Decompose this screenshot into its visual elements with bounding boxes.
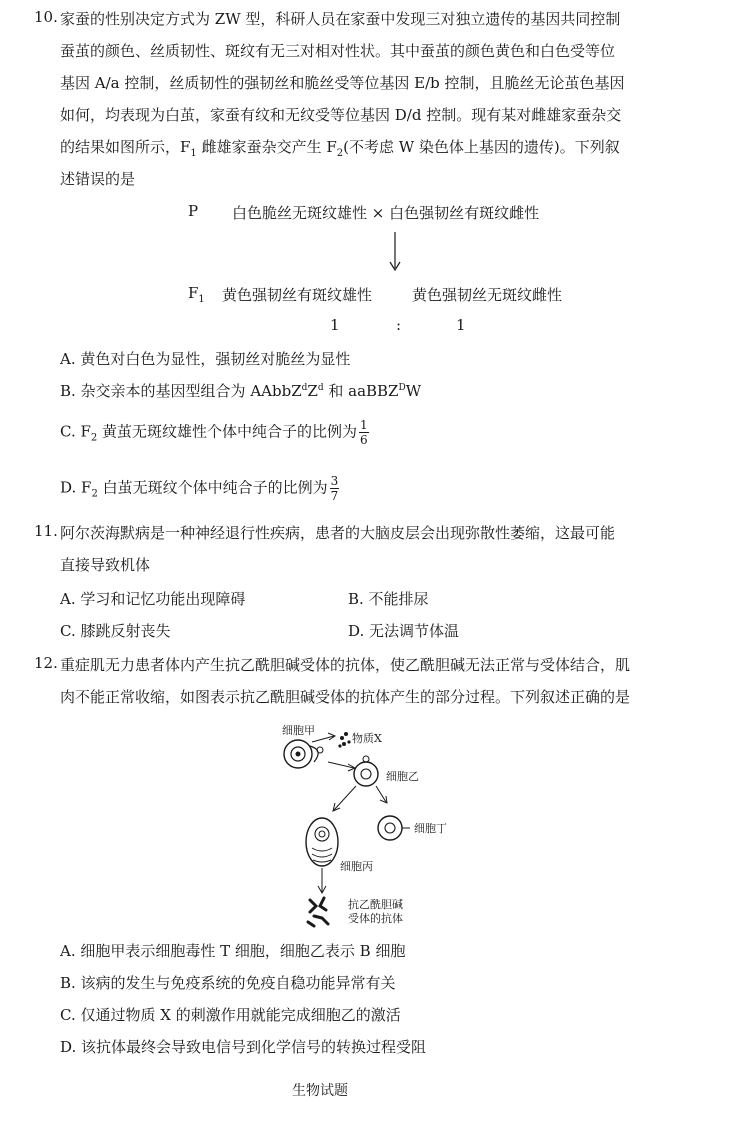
q11-line-2: 直接导致机体 xyxy=(60,556,151,574)
q10-option-c: C. $F_2$ 黄茧无斑纹雄性个体中纯合子的比例为 $\frac{1}{6}$ xyxy=(60,418,368,447)
fraction-c: $\frac{1}{6}$ xyxy=(360,418,368,447)
q12-option-b: B. 该病的发生与免疫系统的免疫自稳功能异常有关 xyxy=(60,974,396,992)
q11-option-c: C. 膝跳反射丧失 xyxy=(60,622,171,640)
substance-x-dots xyxy=(338,732,350,748)
question-10-number: 10. xyxy=(34,8,58,26)
ratio-right: 1 xyxy=(456,316,466,334)
cell-bing-shape xyxy=(306,818,338,866)
question-12-number: 12. xyxy=(34,654,58,672)
label-substance-x: 物质X xyxy=(352,732,382,745)
cross-p-text: 白色脆丝无斑纹雄性 × 白色强韧丝有斑纹雌性 xyxy=(232,204,540,222)
q12-option-d: D. 该抗体最终会导致电信号到化学信号的转换过程受阻 xyxy=(60,1038,427,1056)
q10-line-5: 的结果如图所示，$F_1$ 雌雄家蚕杂交产生 $F_2$(不考虑 W 染色体上基因的遗传)。下列叙 xyxy=(60,138,620,159)
q10-option-b: B. 杂交亲本的基因型组合为 $AAbbZ^dZ^d$ 和 aaBBZ$^D$W xyxy=(60,382,422,400)
cross-f1-female: 黄色强韧丝无斑纹雌性 xyxy=(412,286,563,304)
q10-line-2: 蚕茧的颜色、丝质韧性、斑纹有无三对相对性状。其中蚕茧的颜色黄色和白色受等位 xyxy=(60,42,616,60)
q12-line-1: 重症肌无力患者体内产生抗乙酰胆碱受体的抗体，使乙酰胆碱无法正常与受体结合，肌 xyxy=(60,656,631,674)
label-antibody-line-2: 受体的抗体 xyxy=(348,912,403,925)
footer-text: 生物试题 xyxy=(292,1083,348,1099)
q10-option-d: D. $F_2$ 白茧无斑纹个体中纯合子的比例为 $\frac{3}{7}$ xyxy=(60,474,339,503)
label-cell-yi: 细胞乙 xyxy=(386,770,419,783)
label-antibody-line-1: 抗乙酰胆碱 xyxy=(348,898,403,911)
q12-line-2: 肉不能正常收缩，如图表示抗乙酰胆碱受体的抗体产生的部分过程。下列叙述正确的是 xyxy=(60,688,631,706)
q11-line-1: 阿尔茨海默病是一种神经退行性疾病，患者的大脑皮层会出现弥散性萎缩，这最可能 xyxy=(60,524,616,542)
cell-ding-shape xyxy=(378,816,410,840)
question-11-number: 11. xyxy=(34,522,58,540)
q10-line-4: 如何，均表现为白茧，家蚕有纹和无纹受等位基因 D/d 控制。现有某对雌雄家蚕杂交 xyxy=(60,106,622,124)
cross-f1-male: 黄色强韧丝有斑纹雄性 xyxy=(222,286,373,304)
q12-option-a: A. 细胞甲表示细胞毒性 T 细胞，细胞乙表示 B 细胞 xyxy=(60,942,406,960)
cross-p-label: P xyxy=(188,202,199,220)
antibody-shapes xyxy=(308,898,328,926)
q12-option-c: C. 仅通过物质 X 的刺激作用就能完成细胞乙的激活 xyxy=(60,1006,401,1024)
cell-jia-shape xyxy=(284,740,323,768)
q10-line-1: 家蚕的性别决定方式为 ZW 型，科研人员在家蚕中发现三对独立遗传的基因共同控制 xyxy=(60,10,621,28)
fraction-d: $\frac{3}{7}$ xyxy=(330,474,339,503)
cross-f1-label: $F_1$ xyxy=(188,284,205,305)
cell-yi-shape xyxy=(354,756,378,786)
cross-arrow xyxy=(388,232,402,274)
ratio-left: 1 xyxy=(330,316,340,334)
label-cell-jia: 细胞甲 xyxy=(282,724,315,737)
q10-option-a: A. 黄色对白色为显性，强韧丝对脆丝为显性 xyxy=(60,350,351,368)
q11-option-b: B. 不能排尿 xyxy=(348,590,429,608)
q10-line-6: 述错误的是 xyxy=(60,170,136,188)
q11-option-a: A. 学习和记忆功能出现障碍 xyxy=(60,590,246,608)
label-cell-bing: 细胞丙 xyxy=(340,860,373,873)
ratio-colon: : xyxy=(396,316,402,334)
q10-line-3: 基因 A/a 控制，丝质韧性的强韧丝和脆丝受等位基因 E/b 控制，且脆丝无论茧色基因 xyxy=(60,74,625,92)
q11-option-d: D. 无法调节体温 xyxy=(348,622,460,640)
label-cell-ding: 细胞丁 xyxy=(414,822,447,835)
